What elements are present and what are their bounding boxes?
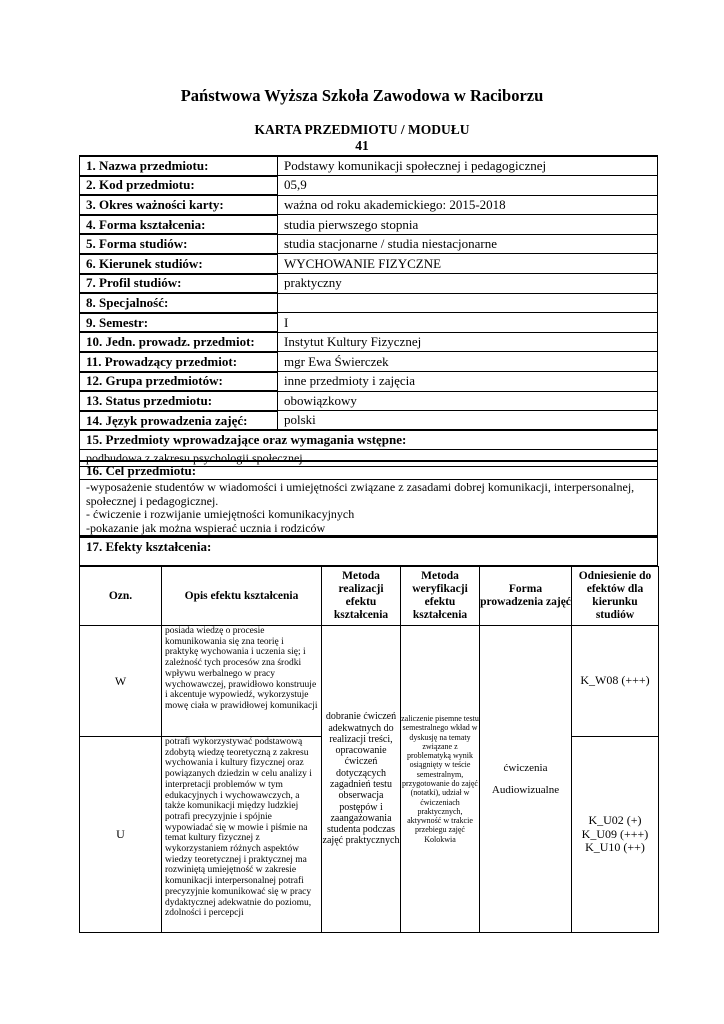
effect-reference: K_W08 (+++)	[572, 626, 659, 737]
prereq-header-row	[80, 430, 658, 449]
info-value: Instytut Kultury Fizycznej	[278, 332, 658, 352]
info-row-unit	[80, 332, 658, 352]
info-row-group	[80, 372, 658, 392]
info-label: 7. Profil studiów:	[80, 274, 278, 294]
effect-code: W	[80, 626, 162, 737]
realization-method: dobranie ćwiczeń adekwatnych do realizacji treści, opracowanie ćwiczeń dotyczących zagadnień testu obserwacja postępów i zaangażowania studenta podczas zajęć praktycznych	[322, 626, 401, 933]
effects-header-row	[80, 567, 659, 626]
info-row-profile	[80, 274, 658, 294]
goal-section	[79, 460, 658, 536]
prereq-value: podbudowa z zakresu psychologii społecznej	[80, 449, 658, 466]
goal-line: społecznej i pedagogicznej.	[86, 493, 219, 508]
info-label: 9. Semestr:	[80, 313, 278, 333]
col-header-form: Forma prowadzenia zajęć	[480, 567, 572, 626]
info-row-semester	[80, 313, 658, 333]
info-row-language	[80, 411, 658, 431]
goal-line: -pokazanie jak można wspierać ucznia i rodziców	[86, 520, 326, 535]
info-value: WYCHOWANIE FIZYCZNE	[278, 254, 658, 274]
info-label: 11. Prowadzący przedmiot:	[80, 352, 278, 372]
effect-description: potrafi wykorzystywać podstawową zdobytą wiedzę teoretyczną z zakresu wychowania i kultury fizycznej oraz powiązanych dziedzin w celu analizy i interpretacji problemów w tym edukacyjnych i wychowawczych, a także komunikacji między ludzkiej potrafi precyzyjnie i spójnie wypowiadać się w mowie i piśmie na temat kultury fizycznej z wykorzystaniem różnych aspektów wiedzy teoretycznej i praktycznej ma rozwiniętą umiejętność w zakresie komunikacji interpersonalnej potrafi precyzyjnie komunikować się w pracy dydaktycznej adekwatnie do poziomu, zdolności i percepcji	[162, 737, 322, 933]
info-row-name	[80, 156, 658, 176]
info-label: 1. Nazwa przedmiotu:	[80, 156, 278, 176]
info-row-field	[80, 254, 658, 274]
goal-label: 16. Cel przedmiotu:	[80, 462, 657, 480]
effect-reference	[572, 737, 659, 933]
effect-description: posiada wiedzę o procesie komunikowania się zna teorię i praktykę wychowania i uczenia się; i zależność tych procesów zna środki wpływu werbalnego w pracy wychowawczej, prawidłowo konstruuje i akcentuje wypowiedź, wykorzystuje mowę ciała w prawidłowej komunikacji	[162, 626, 322, 737]
info-value	[278, 293, 658, 313]
info-value: studia pierwszego stopnia	[278, 215, 658, 235]
info-row-specialty	[80, 293, 658, 313]
info-value: ważna od roku akademickiego: 2015-2018	[278, 195, 658, 215]
card-number: 41	[355, 138, 369, 153]
info-label: 2. Kod przedmiotu:	[80, 176, 278, 196]
info-row-code	[80, 176, 658, 196]
info-label: 14. Język prowadzenia zajęć:	[80, 411, 278, 431]
info-label: 8. Specjalność:	[80, 293, 278, 313]
info-row-status	[80, 391, 658, 411]
effects-table	[79, 566, 659, 933]
info-value: I	[278, 313, 658, 333]
class-form-line: ćwiczenia	[503, 762, 548, 774]
reference-line: K_U10 (++)	[585, 840, 645, 855]
effect-row-w	[80, 626, 659, 737]
col-header-realization: Metoda realizacji efektu kształcenia	[322, 567, 401, 626]
class-form-line: Audiowizualne	[491, 784, 560, 796]
col-header-reference: Odniesienie do efektów dla kierunku studiów	[572, 567, 659, 626]
info-label: 10. Jedn. prowadz. przedmiot:	[80, 332, 278, 352]
info-row-study-form	[80, 234, 658, 254]
info-row-education-form	[80, 215, 658, 235]
effects-label: 17. Efekty kształcenia:	[79, 536, 658, 566]
info-value: polski	[278, 411, 658, 431]
col-header-verification: Metoda weryfikacji efektu kształcenia	[401, 567, 480, 626]
reference-line: K_U02 (+)	[588, 813, 642, 828]
prereq-label: 15. Przedmioty wprowadzające oraz wymagania wstępne:	[80, 430, 658, 449]
info-label: 6. Kierunek studiów:	[80, 254, 278, 274]
goal-line: - ćwiczenie i rozwijanie umiejętności komunikacyjnych	[86, 507, 355, 521]
info-value: inne przedmioty i zajęcia	[278, 372, 658, 392]
col-header-code: Ozn.	[80, 567, 162, 626]
info-label: 12. Grupa przedmiotów:	[80, 372, 278, 392]
institution-title: Państwowa Wyższa Szkoła Zawodowa w Raciborzu	[180, 86, 544, 105]
info-row-lecturer	[80, 352, 658, 372]
info-value: praktyczny	[278, 274, 658, 294]
info-row-validity	[80, 195, 658, 215]
info-value: obowiązkowy	[278, 391, 658, 411]
goal-body	[80, 480, 657, 535]
info-label: 4. Forma kształcenia:	[80, 215, 278, 235]
col-header-description: Opis efektu kształcenia	[162, 567, 322, 626]
info-value: Podstawy komunikacji społecznej i pedagogicznej	[278, 156, 658, 176]
info-value: mgr Ewa Świerczek	[278, 352, 658, 372]
course-info-table	[79, 155, 658, 467]
info-label: 5. Forma studiów:	[80, 234, 278, 254]
info-value: 05,9	[278, 176, 658, 196]
goal-line: -wyposażenie studentów w wiadomości i umiejętności związane z zasadami dobrej komunikacji, interpersonalnej,	[86, 480, 635, 494]
info-label: 13. Status przedmiotu:	[80, 391, 278, 411]
effect-code: U	[80, 737, 162, 933]
card-title: KARTA PRZEDMIOTU / MODUŁU	[254, 122, 470, 137]
info-label: 3. Okres ważności karty:	[80, 195, 278, 215]
class-form	[480, 626, 572, 933]
reference-line: K_U09 (+++)	[581, 826, 649, 841]
verification-method: zaliczenie pisemne testu semestralnego wkład w dyskusję na tematy związane z problematyką wynik osiągnięty w teście semestralnym, przygotowanie do zajęć (notatki), udział w ćwiczeniach praktycznych, aktywność w trakcie przebiegu zajęć Kolokwia	[401, 626, 480, 933]
info-value: studia stacjonarne / studia niestacjonarne	[278, 234, 658, 254]
